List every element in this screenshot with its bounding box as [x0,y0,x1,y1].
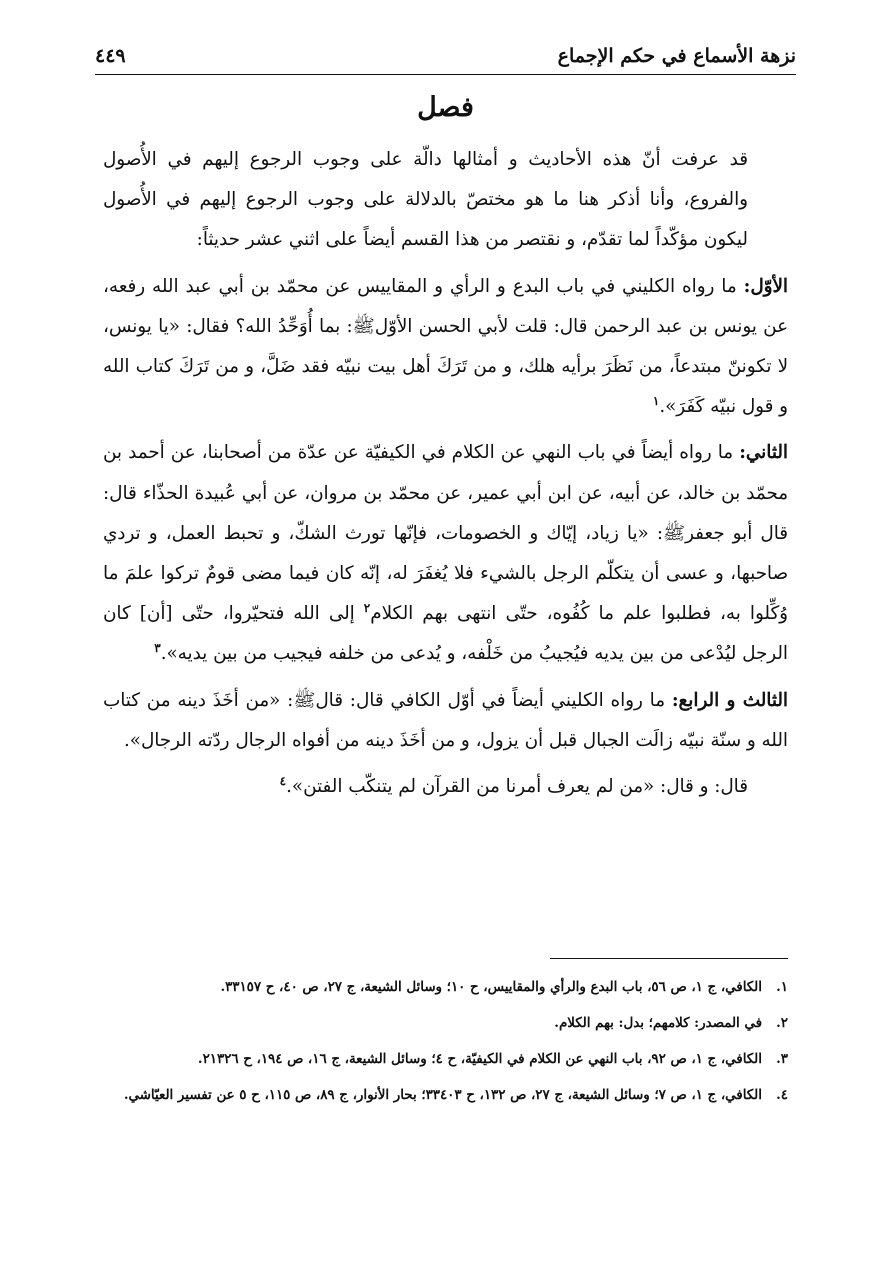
footnote [103,1011,788,1035]
running-title: نزهة الأسماع في حكم الإجماع [557,45,796,67]
paragraph-first [103,267,788,428]
footnote-number: ٣. [776,1051,788,1067]
paragraph-text: ما رواه الكليني في باب البدع و الرأي و المقاييس عن محمّد بن أبي عبد الله رفعه، عن يونس بن عبد الرحمن قال: قلت لأبي الحسن الأوّل‌ﷺ: بما أُوَحِّدُ الله؟ فقال: «يا يونس، لا تكوننّ مبتدعاً، من نَظَرَ برأيه هلك، و من تَرَكَ أهل بيت نبيّه فقد ضَلَّ، و من تَرَكَ كتاب الله و قول نبيّه كَفَرَ». [103,275,788,418]
paragraph-second [103,433,788,674]
footnote-separator [550,958,788,959]
footnote-reference: ١ [652,394,660,409]
footnote-text: في المصدر: كلامهم؛ بدل: بهم الكلام. [554,1015,762,1031]
paragraph-text: ما رواه أيضاً في باب النهي عن الكلام في الكيفيّة عن عدّة من أصحابنا، عن أحمد بن محمّد بن خالد، عن أبيه، عن ابن أبي عمير، عن محمّد بن مروان، عن أبي عُبيدة الحذّاء قال: قال أبو جعفر‌ﷺ: «يا زياد، إيّاك و الخصومات، فإنّها تورث الشكّ، و تحبط العمل، و تردي صاحبها، و عسى أن يتكلّم الرجل بالشيء فلا يُغفَرَ له، إنّه كان فيما مضى قومٌ تركوا علمَ ما وُكِّلوا به، فطلبوا علم ما كُفُوه، حتّى انتهى بهم الكلام [103,442,788,625]
paragraph-lead: الأوّل: [743,275,788,297]
footnote-reference: ٣ [154,641,161,656]
paragraph-third [103,681,788,761]
footnote-reference: ٢ [363,601,371,616]
footnotes [103,975,788,1119]
footnote-reference: ٤ [279,773,287,788]
paragraph-text: قال: و قال: «من لم يعرف أمرنا من القرآن لم يتنكّب الفتن». [286,776,748,798]
page-number: ٤٤٩ [95,45,126,67]
paragraph-intro: قد عرفت أنّ هذه الأحاديث و أمثالها دالّة على وجوب الرجوع إليهم في الأُصول والفروع، وأنا أذكر هنا ما هو مختصّ بالدلالة على وجوب الرجوع إليهم في الأُصول ليكون مؤكّداً لما تقدّم، و نقتصر من هذا القسم أيضاً على اثني عشر حديثاً: [103,149,748,251]
footnote-text: الكافي، ج ١، ص ٩٢، باب النهي عن الكلام في الكيفيّة، ح ٤؛ وسائل الشيعة، ج ١٦، ص ١٩٤، ح ٢١٣٢٦. [197,1051,762,1067]
footnote-number: ٤. [776,1087,788,1103]
paragraph-text: إلى الله فتحيّروا، حتّى [أن] كان الرجل ليُدْعى من بين يديه فيُجيبُ من خَلْفه، و يُدعى من خلفه فيجيب من بين يديه». [103,603,788,665]
footnote [103,1083,788,1107]
paragraph-lead: الثاني: [739,442,788,464]
footnote-text: الكافي، ج ١، ص ٥٦، باب البدع والرأي والمقاييس، ح ١٠؛ وسائل الشيعة، ج ٢٧، ص ٤٠، ح ٣٣١٥٧. [220,979,762,995]
paragraph-fourth [103,767,788,807]
page-header [95,38,796,75]
footnote-text: الكافي، ج ١، ص ٧؛ وسائل الشيعة، ج ٢٧، ص ١٣٢، ح ٣٣٤٠٣؛ بحار الأنوار، ج ٨٩، ص ١١٥، ح ٥ عن تفسير العيّاشي. [123,1087,762,1103]
main-text [103,140,788,813]
footnote [103,1047,788,1071]
footnote-number: ١. [776,979,788,995]
footnote [103,975,788,999]
paragraph-text: ما رواه الكليني أيضاً في أوّل الكافي قال: قال‌ﷺ: «من أخَذَ دينه من كتاب الله و سنّة نبيّه زالَت الجبال قبل أن يزول، و من أخَذَ دينه من أفواه الرجال ردّته الرجال». [103,689,788,751]
section-heading: فصل [417,92,474,123]
footnote-number: ٢. [776,1015,788,1031]
paragraph-lead: الثالث و الرابع: [671,689,789,711]
